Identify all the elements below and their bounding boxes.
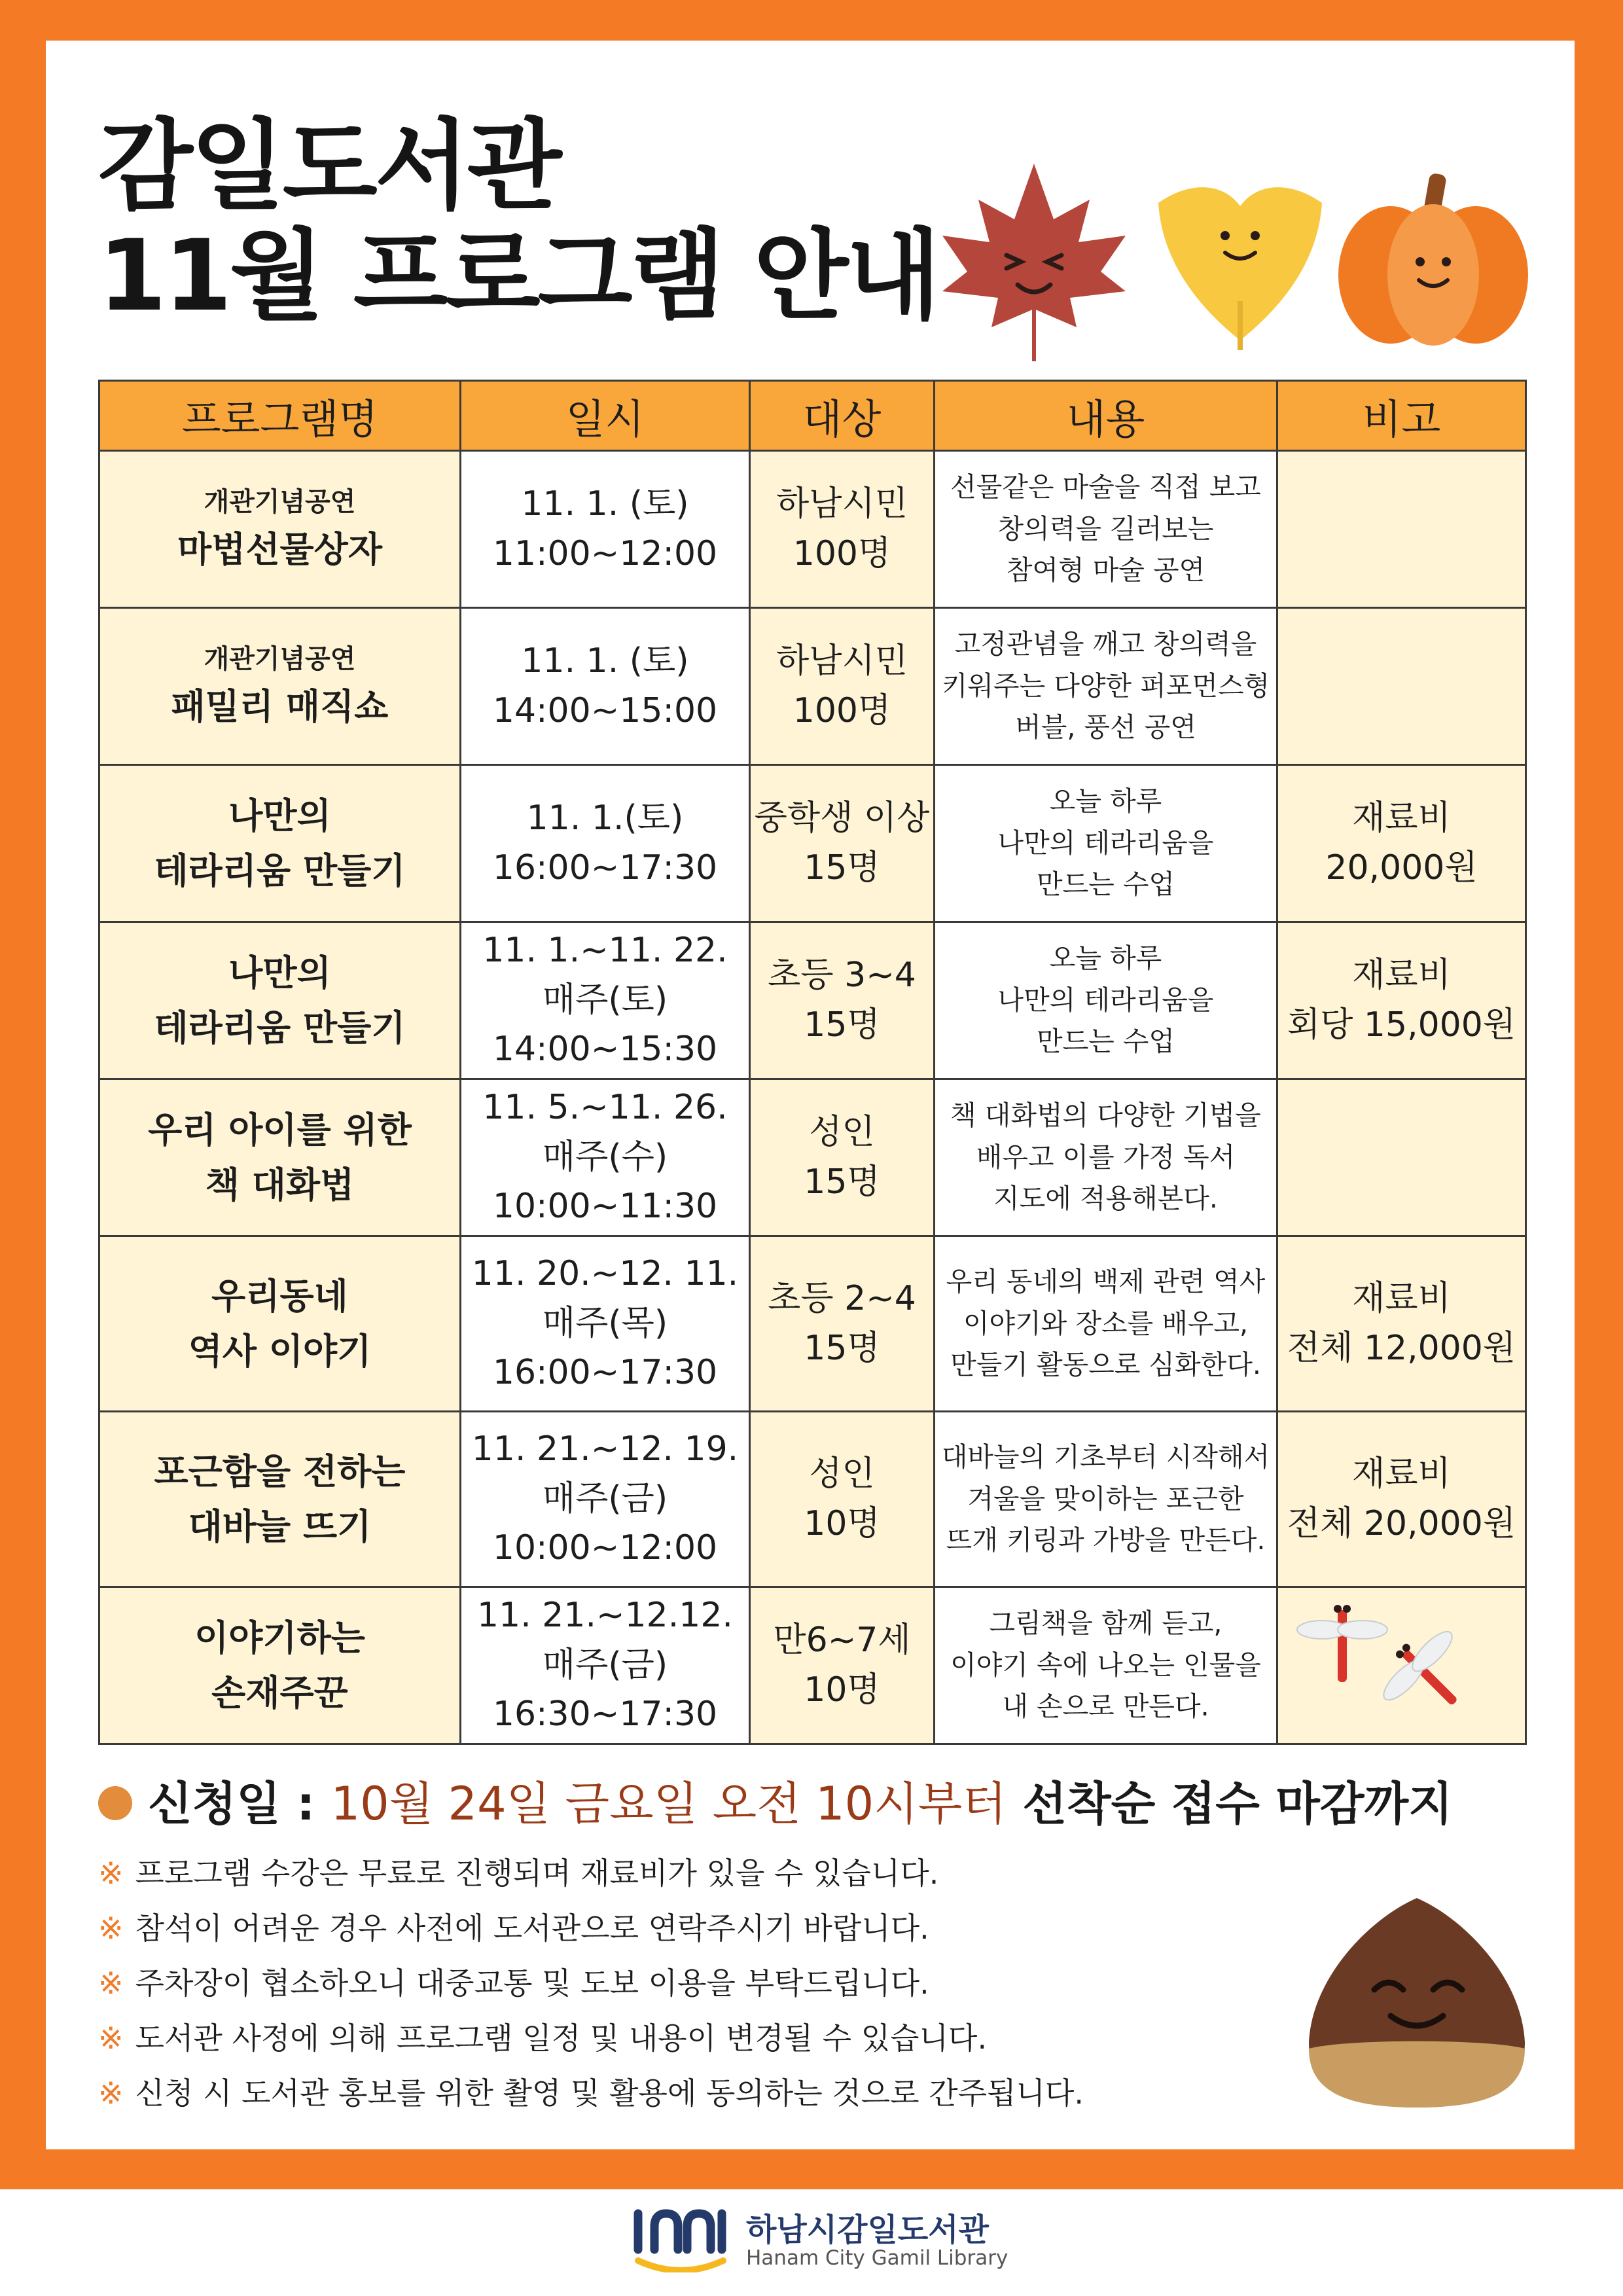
cell-content xyxy=(935,922,1277,1079)
cell-schedule xyxy=(461,1079,750,1236)
header-note: 비고 xyxy=(1277,381,1526,451)
table-row xyxy=(99,922,1526,1079)
content-line: 만드는 수업 xyxy=(1036,1026,1175,1058)
cell-content xyxy=(935,1236,1277,1412)
content-line: 키워주는 다양한 퍼포먼스형 xyxy=(941,670,1270,702)
cell-note xyxy=(1277,451,1526,608)
content-line: 이야기와 장소를 배우고, xyxy=(963,1307,1249,1339)
program-name-line: 테라리움 만들기 xyxy=(154,850,406,891)
cell-content xyxy=(935,1079,1277,1236)
cell-note xyxy=(1277,922,1526,1079)
cell-content xyxy=(935,451,1277,608)
content-line: 고정관념을 깨고 창의력을 xyxy=(954,628,1257,660)
schedule-line: 10:00~11:30 xyxy=(492,1187,718,1227)
content-line: 나만의 테라리움을 xyxy=(997,827,1214,859)
notice-text: 도서관 사정에 의해 프로그램 일정 및 내용이 변경될 수 있습니다. xyxy=(135,2020,988,2056)
pumpkin-icon xyxy=(1335,170,1531,353)
ginkgo-leaf-icon xyxy=(1152,170,1329,353)
cell-note xyxy=(1277,1079,1526,1236)
schedule-line: 11. 1. (토) xyxy=(521,641,689,681)
cell-target xyxy=(750,1236,935,1412)
content-line: 뜨개 키링과 가방을 만든다. xyxy=(946,1524,1266,1556)
cell-program-name xyxy=(99,1236,461,1412)
library-name-en: Hanam City Gamil Library xyxy=(746,2246,1008,2270)
program-name-line: 손재주꾼 xyxy=(211,1672,348,1713)
header-target: 대상 xyxy=(750,381,935,451)
cell-schedule xyxy=(461,765,750,922)
cell-target xyxy=(750,765,935,922)
apply-tail: 선착순 접수 마감까지 xyxy=(1022,1777,1453,1831)
content-line: 버블, 풍선 공연 xyxy=(1015,711,1196,744)
program-name-line: 이야기하는 xyxy=(194,1617,365,1659)
reference-mark-icon: ※ xyxy=(98,2075,124,2111)
cell-target xyxy=(750,451,935,608)
page-title xyxy=(98,111,938,331)
note-line: 재료비 xyxy=(1352,956,1451,996)
note-line: 재료비 xyxy=(1352,1279,1451,1319)
target-line: 성인 xyxy=(809,1113,875,1153)
program-name-line: 역사 이야기 xyxy=(188,1330,372,1372)
content-line: 선물같은 마술을 직접 보고 xyxy=(950,471,1261,503)
cell-program-name xyxy=(99,451,461,608)
target-line: 초등 2~4 xyxy=(768,1279,916,1319)
reference-mark-icon: ※ xyxy=(98,1910,124,1946)
program-table xyxy=(98,380,1527,1745)
schedule-line: 매주(수) xyxy=(542,1137,668,1177)
cell-program-name xyxy=(99,1587,461,1744)
content-line: 대바늘의 기초부터 시작해서 xyxy=(941,1441,1270,1473)
notice-item xyxy=(98,1901,1243,1956)
schedule-line: 14:00~15:30 xyxy=(492,1030,718,1069)
schedule-line: 11:00~12:00 xyxy=(492,533,718,573)
reference-mark-icon: ※ xyxy=(98,2020,124,2056)
notice-text: 주차장이 협소하오니 대중교통 및 도보 이용을 부탁드립니다. xyxy=(135,1965,929,2001)
chestnut-icon xyxy=(1299,1892,1535,2114)
program-name-line: 마법선물상자 xyxy=(177,528,382,570)
cell-schedule xyxy=(461,1587,750,1744)
schedule-line: 매주(금) xyxy=(542,1645,668,1685)
cell-schedule xyxy=(461,922,750,1079)
target-line: 15명 xyxy=(804,848,880,888)
note-line: 20,000원 xyxy=(1325,848,1478,888)
target-line: 15명 xyxy=(804,1328,880,1368)
content-line: 겨울을 맞이하는 포근한 xyxy=(967,1482,1244,1515)
cell-schedule xyxy=(461,608,750,765)
reference-mark-icon: ※ xyxy=(98,1856,124,1891)
content-line: 우리 동네의 백제 관련 역사 xyxy=(946,1266,1266,1298)
table-row xyxy=(99,1412,1526,1587)
schedule-line: 매주(목) xyxy=(542,1303,668,1343)
schedule-line: 16:00~17:30 xyxy=(492,848,718,888)
notice-text: 참석이 어려운 경우 사전에 도서관으로 연락주시기 바랍니다. xyxy=(135,1910,929,1946)
header-schedule: 일시 xyxy=(461,381,750,451)
program-name-line: 우리 아이를 위한 xyxy=(148,1109,412,1151)
note-line: 전체 20,000원 xyxy=(1287,1503,1516,1543)
bullet-dot-icon xyxy=(98,1786,132,1820)
program-name-line: 테라리움 만들기 xyxy=(154,1007,406,1049)
target-line: 100명 xyxy=(793,533,891,573)
program-name-line: 포근함을 전하는 xyxy=(154,1450,406,1492)
cell-target xyxy=(750,1587,935,1744)
program-name-line: 나만의 xyxy=(228,952,331,994)
cell-schedule xyxy=(461,1412,750,1587)
target-line: 15명 xyxy=(804,1162,880,1202)
notice-item xyxy=(98,2066,1243,2121)
table-row xyxy=(99,451,1526,608)
title-line-1: 감일도서관 xyxy=(98,109,560,223)
notice-item xyxy=(98,1846,1243,1901)
notice-item xyxy=(98,2011,1243,2066)
content-line: 내 손으로 만든다. xyxy=(1002,1691,1209,1723)
content-line: 배우고 이를 가정 독서 xyxy=(976,1141,1236,1173)
target-line: 100명 xyxy=(793,691,891,730)
cell-target xyxy=(750,608,935,765)
schedule-line: 10:00~12:00 xyxy=(492,1528,718,1568)
application-date xyxy=(98,1767,1538,1833)
cell-program-name xyxy=(99,608,461,765)
schedule-line: 매주(토) xyxy=(542,980,668,1020)
cell-content xyxy=(935,608,1277,765)
program-name-line: 패밀리 매직쇼 xyxy=(171,685,389,727)
note-line: 재료비 xyxy=(1352,798,1451,838)
notice-text: 신청 시 도서관 홍보를 위한 촬영 및 활용에 동의하는 것으로 간주됩니다. xyxy=(135,2075,1084,2111)
header-content: 내용 xyxy=(935,381,1277,451)
target-line: 만6~7세 xyxy=(773,1621,911,1660)
cell-target xyxy=(750,1412,935,1587)
program-name-line: 우리동네 xyxy=(211,1275,348,1317)
table-header-row xyxy=(99,381,1526,451)
maple-leaf-icon xyxy=(929,157,1139,367)
library-logo-icon xyxy=(632,2200,730,2272)
cell-target xyxy=(750,1079,935,1236)
program-name-line: 나만의 xyxy=(228,795,331,836)
content-line: 창의력을 길러보는 xyxy=(997,512,1214,545)
cell-target xyxy=(750,922,935,1079)
cell-content xyxy=(935,765,1277,922)
cell-content xyxy=(935,1587,1277,1744)
program-name-line: 대바늘 뜨기 xyxy=(188,1505,372,1547)
schedule-line: 매주(금) xyxy=(542,1479,668,1518)
title-line-2: 11월 프로그램 안내 xyxy=(98,219,938,333)
schedule-line: 11. 1.~11. 22. xyxy=(482,931,728,971)
target-line: 하남시민 xyxy=(776,484,908,524)
content-line: 책 대화법의 다양한 기법을 xyxy=(950,1100,1261,1132)
cell-program-name xyxy=(99,922,461,1079)
schedule-line: 11. 5.~11. 26. xyxy=(482,1088,728,1128)
cell-program-name xyxy=(99,1079,461,1236)
content-line: 지도에 적용해본다. xyxy=(993,1183,1218,1215)
target-line: 중학생 이상 xyxy=(754,798,930,838)
library-name: 하남시감일도서관 xyxy=(746,2212,989,2248)
target-line: 초등 3~4 xyxy=(768,956,916,996)
target-line: 15명 xyxy=(804,1005,880,1045)
program-subtitle: 개관기념공연 xyxy=(204,643,356,674)
dragonfly-icon xyxy=(1289,1597,1479,1721)
header-program-name: 프로그램명 xyxy=(99,381,461,451)
content-line: 만드는 수업 xyxy=(1036,869,1175,901)
content-line: 그림책을 함께 듣고, xyxy=(989,1607,1222,1640)
table-row xyxy=(99,765,1526,922)
schedule-line: 16:30~17:30 xyxy=(492,1695,718,1734)
table-row xyxy=(99,1079,1526,1236)
table-row xyxy=(99,608,1526,765)
cell-content xyxy=(935,1412,1277,1587)
schedule-line: 11. 21.~12. 19. xyxy=(471,1429,739,1469)
target-line: 10명 xyxy=(804,1503,880,1543)
cell-note xyxy=(1277,608,1526,765)
content-line: 나만의 테라리움을 xyxy=(997,984,1214,1016)
program-name-line: 책 대화법 xyxy=(205,1164,355,1206)
notice-item xyxy=(98,1956,1243,2011)
cell-note xyxy=(1277,1412,1526,1587)
schedule-line: 11. 1.(토) xyxy=(526,798,684,838)
cell-schedule xyxy=(461,451,750,608)
apply-date: 10월 24일 금요일 오전 10시부터 xyxy=(330,1777,1007,1831)
schedule-line: 16:00~17:30 xyxy=(492,1353,718,1393)
content-line: 오늘 하루 xyxy=(1049,785,1162,817)
target-line: 하남시민 xyxy=(776,641,908,681)
notice-list xyxy=(98,1846,1243,2121)
target-line: 10명 xyxy=(804,1670,880,1710)
cell-program-name xyxy=(99,765,461,922)
note-line: 회당 15,000원 xyxy=(1287,1005,1516,1045)
content-line: 이야기 속에 나오는 인물을 xyxy=(950,1649,1261,1681)
target-line: 성인 xyxy=(809,1454,875,1494)
cell-note xyxy=(1277,1236,1526,1412)
schedule-line: 14:00~15:00 xyxy=(492,691,718,730)
content-line: 오늘 하루 xyxy=(1049,942,1162,975)
apply-label: 신청일 : xyxy=(148,1777,315,1831)
content-line: 만들기 활동으로 심화한다. xyxy=(950,1349,1261,1381)
notice-text: 프로그램 수강은 무료로 진행되며 재료비가 있을 수 있습니다. xyxy=(135,1856,939,1891)
table-row xyxy=(99,1236,1526,1412)
note-line: 전체 12,000원 xyxy=(1287,1328,1516,1368)
content-line: 참여형 마술 공연 xyxy=(1006,554,1205,586)
reference-mark-icon: ※ xyxy=(98,1965,124,2001)
program-subtitle: 개관기념공연 xyxy=(204,486,356,517)
cell-schedule xyxy=(461,1236,750,1412)
note-line: 재료비 xyxy=(1352,1454,1451,1494)
cell-program-name xyxy=(99,1412,461,1587)
schedule-line: 11. 1. (토) xyxy=(521,484,689,524)
schedule-line: 11. 21.~12.12. xyxy=(477,1596,733,1636)
cell-note xyxy=(1277,765,1526,922)
schedule-line: 11. 20.~12. 11. xyxy=(471,1254,739,1294)
